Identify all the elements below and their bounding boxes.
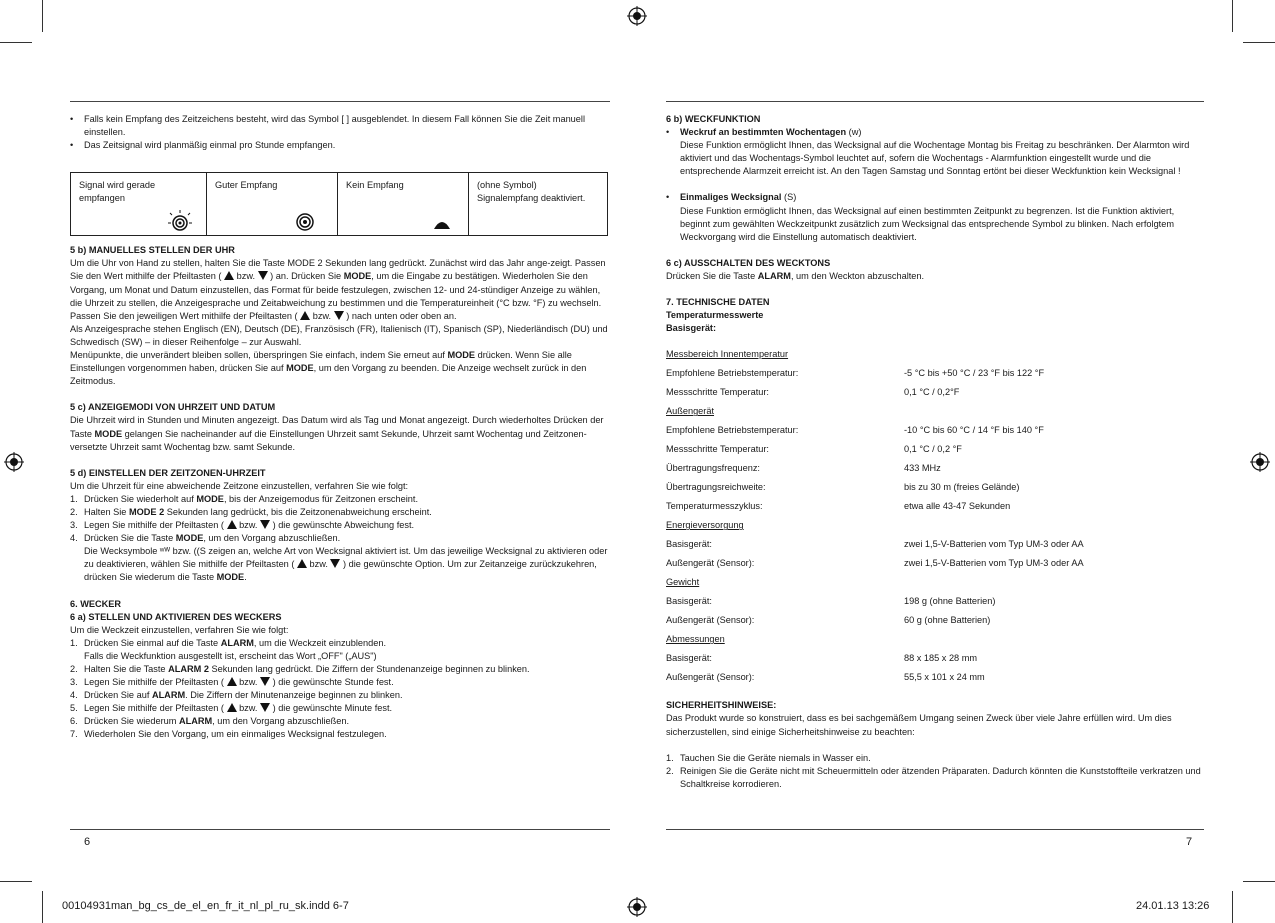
- spec-value: 55,5 x 101 x 24 mm: [904, 672, 985, 683]
- registration-mark-icon: [627, 6, 647, 26]
- down-arrow-icon: [334, 311, 344, 320]
- list-item: 6. Drücken Sie wiederum ALARM, um den Vorgang abzuschließen.: [70, 716, 350, 727]
- spec-row: [666, 421, 1204, 440]
- spec-label: Empfohlene Betriebstemperatur:: [666, 368, 799, 379]
- up-arrow-icon: [224, 271, 234, 280]
- spec-row: [666, 554, 1204, 573]
- spec-row: [666, 573, 1204, 592]
- paragraph: Das Produkt wurde so konstruiert, dass es bei sachgemäßem Umgang seinen Zweck über viele Jahre erfüllen wird. Um dies sicherzustellen, sind einige Sicherheitshinweise zu beachten:: [666, 713, 1172, 737]
- spec-value: 60 g (ohne Batterien): [904, 615, 991, 626]
- spec-row: [666, 440, 1204, 459]
- section-heading: 6 b) WECKFUNKTION: [666, 114, 761, 124]
- crop-mark: [0, 42, 32, 43]
- spec-label: Außengerät (Sensor):: [666, 672, 755, 683]
- spec-row: [666, 611, 1204, 630]
- spec-row: [666, 668, 1204, 687]
- section-heading: 7. TECHNISCHE DATEN: [666, 297, 770, 308]
- spec-value: 88 x 185 x 28 mm: [904, 653, 978, 664]
- section-heading: 6 a) STELLEN UND AKTIVIEREN DES WECKERS: [70, 611, 282, 622]
- footer-date: 24.01.13 13:26: [1136, 900, 1210, 912]
- subheading: Basisgerät:: [666, 323, 717, 334]
- list-item: 3. Legen Sie mithilfe der Pfeiltasten ( bzw. ) die gewünschte Stunde fest.: [70, 677, 394, 688]
- spec-label: Messbereich Innentemperatur: [666, 349, 789, 360]
- spec-label: Messschritte Temperatur:: [666, 387, 769, 398]
- spec-value: bis zu 30 m (freies Gelände): [904, 482, 1020, 493]
- up-arrow-icon: [227, 677, 237, 686]
- crop-mark: [0, 881, 32, 882]
- spec-value: 433 MHz: [904, 463, 941, 474]
- list-item: 1. Drücken Sie einmal auf die Taste ALARM, um die Weckzeit einzublenden. Falls die Weckfunktion ausgestellt ist, erscheint das Wort „OFF" („AUS"): [70, 637, 386, 661]
- spec-row: [666, 364, 1204, 383]
- header-rule: [70, 101, 610, 102]
- section-heading: 5 c) ANZEIGEMODI VON UHRZEIT UND DATUM: [70, 402, 276, 413]
- footer-rule: [70, 829, 610, 830]
- good-reception-icon: [295, 212, 315, 232]
- signal-cell: [207, 173, 338, 236]
- header-rule: [666, 101, 1204, 102]
- spec-label: Übertragungsfrequenz:: [666, 463, 760, 474]
- signal-cell: [469, 173, 608, 236]
- bullet-item: • Das Zeitsignal wird planmäßig einmal pro Stunde empfangen.: [70, 139, 610, 152]
- crop-mark: [1232, 891, 1233, 923]
- spec-label: Basisgerät:: [666, 596, 712, 607]
- section-heading: 5 d) EINSTELLEN DER ZEITZONEN-UHRZEIT: [70, 467, 266, 478]
- section-heading: SICHERHEITSHINWEISE:: [666, 700, 777, 711]
- spec-row: [666, 478, 1204, 497]
- no-reception-icon: [434, 219, 450, 229]
- spec-value: 198 g (ohne Batterien): [904, 596, 996, 607]
- list-item: 1. Drücken Sie wiederholt auf MODE, bis der Anzeigemodus für Zeitzonen erscheint.: [70, 493, 419, 504]
- spec-label: Außengerät (Sensor):: [666, 615, 755, 626]
- spec-value: zwei 1,5-V-Batterien vom Typ UM-3 oder AA: [904, 539, 1084, 550]
- spec-value: 0,1 °C / 0,2 °F: [904, 444, 962, 455]
- spec-row: [666, 497, 1204, 516]
- spec-row: [666, 345, 1204, 364]
- spec-label: Abmessungen: [666, 634, 725, 645]
- spec-label: Messschritte Temperatur:: [666, 444, 769, 455]
- list-item: 2. Halten Sie die Taste ALARM 2 Sekunden lang gedrückt. Die Ziffern der Stundenanzeige beginnen zu blinken.: [70, 664, 530, 674]
- spec-row: [666, 630, 1204, 649]
- paragraph: Um die Uhr von Hand zu stellen, halten Sie die Taste MODE 2 Sekunden lang gedrückt. Zunächst wird das Jahr ange-zeigt. Passen Sie den Wert mithilfe der Pfeiltasten ( bzw. ) an. Drücken Sie MODE, um die Eingabe zu bestätigen. Wiederholen Sie den Vorgang, um Monat und Datum einzustellen, das Format für beide festzulegen, zwischen 12- und 24-stündiger Anzeige zu wählen, die Uhrzeit zu stellen, die Anzeigesprache und Zeitabweichung zu bestimmen und die Temperatureinheit (°C bzw. °F) zu wechseln. Passen Sie den jeweiligen Wert mithilfe der Pfeiltasten ( bzw. ) nach unten oder oben an.: [70, 258, 606, 321]
- spec-label: Temperaturmesszyklus:: [666, 501, 763, 512]
- table-cell-text: Kein Empfang: [346, 180, 404, 191]
- paragraph: Die Uhrzeit wird in Stunden und Minuten angezeigt. Das Datum wird als Tag und Monat angezeigt. Durch wiederholtes Drücken der Taste MODE gelangen Sie nacheinander auf die Einstellungen Uhrzeit samt Sekunde, Uhrzeit samt Wochentag und Zeitzonen-versetzte Uhrzeit samt Wochentag bzw. samt Sekunde.: [70, 415, 604, 452]
- registration-mark-icon: [1250, 452, 1270, 472]
- signal-cell: [338, 173, 469, 236]
- registration-mark-icon: [627, 897, 647, 917]
- list-item: 4. Drücken Sie auf ALARM. Die Ziffern der Minutenanzeige beginnen zu blinken.: [70, 690, 403, 701]
- single-alarm-icon: ((S: [193, 546, 206, 557]
- spec-table: [666, 345, 1204, 687]
- subheading: Temperaturmesswerte: [666, 310, 764, 321]
- crop-mark: [42, 891, 43, 923]
- section-heading: 5 b) MANUELLES STELLEN DER UHR: [70, 245, 235, 256]
- down-arrow-icon: [260, 520, 270, 529]
- spec-value: zwei 1,5-V-Batterien vom Typ UM-3 oder AA: [904, 558, 1084, 569]
- spec-label: Basisgerät:: [666, 539, 712, 550]
- bullet-item: • Einmaliges Wecksignal (S) Diese Funktion ermöglicht Ihnen, das Wecksignal auf einen bestimmten Zeitpunkt zu begrenzen. Ist die Funktion aktiviert, beginnt zum gewählten Weckzeitpunkt zusätzlich zum Wecksignal das entsprechende Symbol zu blinken. Nach erfolgtem Weckvorgang wird die Einstellung automatisch deaktiviert.: [666, 191, 1204, 243]
- spec-label: Basisgerät:: [666, 653, 712, 664]
- paragraph: Als Anzeigesprache stehen Englisch (EN), Deutsch (DE), Französisch (FR), Italienisch (IT), Spanisch (SP), Niederländisch (DU) und Schwedisch (SW) – in dieser Reihenfolge – zur Auswahl.: [70, 323, 608, 347]
- bullet-item: • Weckruf an bestimmten Wochentagen (ᴡ) Diese Funktion ermöglicht Ihnen, das Wecksignal auf die Wochentage Montag bis Freitag zu beschränken. Der Alarmton wird aktiviert und das Wochentags-Symbol leuchtet auf, sofern die Wochentags - Alarmfunktion eingestellt wurde und die entsprechende Alarmzeit erreicht ist. An den Tagen Samstag und Sonntag ertönt bei dieser Weckfunktion kein Wecksignal !: [666, 126, 1204, 178]
- spec-label: Energieversorgung: [666, 520, 744, 531]
- page-number: 6: [84, 836, 91, 848]
- up-arrow-icon: [227, 520, 237, 529]
- section-heading: 6 c) AUSSCHALTEN DES WECKTONS: [666, 257, 831, 268]
- spec-row: [666, 459, 1204, 478]
- spec-value: 0,1 °C / 0,2°F: [904, 387, 960, 398]
- signal-table: [70, 172, 608, 236]
- down-arrow-icon: [258, 271, 268, 280]
- signal-cell: [71, 173, 207, 236]
- table-cell-text: Signal wird gerade empfangen: [79, 180, 156, 204]
- footer-rule: [666, 829, 1204, 830]
- spec-value: etwa alle 43-47 Sekunden: [904, 501, 1011, 512]
- footer-filename: 00104931man_bg_cs_de_el_en_fr_it_nl_pl_ru_sk.indd 6-7: [62, 900, 349, 912]
- spec-label: Gewicht: [666, 577, 700, 588]
- spec-row: [666, 516, 1204, 535]
- spec-value: -10 °C bis 60 °C / 14 °F bis 140 °F: [904, 425, 1044, 436]
- list-item: 3. Legen Sie mithilfe der Pfeiltasten ( bzw. ) die gewünschte Abweichung fest.: [70, 520, 415, 531]
- spec-label: Übertragungsreichweite:: [666, 482, 766, 493]
- up-arrow-icon: [227, 703, 237, 712]
- crop-mark: [42, 0, 43, 32]
- list-item: 2. Reinigen Sie die Geräte nicht mit Scheuermitteln oder ätzenden Präparaten. Dadurch könnten die Kunststoffteile verkratzen und Schaltkreise korrodieren.: [666, 765, 1201, 789]
- paragraph: Drücken Sie die Taste ALARM, um den Weckton abzuschalten.: [666, 270, 925, 281]
- list-item: 1. Tauchen Sie die Geräte niemals in Wasser ein.: [666, 752, 871, 763]
- crop-mark: [1243, 42, 1275, 43]
- left-page: [70, 113, 610, 742]
- list-item: 7. Wiederholen Sie den Vorgang, um ein einmaliges Wecksignal festzulegen.: [70, 729, 387, 740]
- spec-value: -5 °C bis +50 °C / 23 °F bis 122 °F: [904, 368, 1045, 379]
- section-heading: 6. WECKER: [70, 598, 122, 609]
- crop-mark: [1232, 0, 1233, 32]
- up-arrow-icon: [300, 311, 310, 320]
- list-item: 4. Drücken Sie die Taste MODE, um den Vorgang abzuschließen. Die Wecksymbole ʷᵂ bzw. ((S zeigen an, welche Art von Wecksignal aktiviert ist. Um das jeweilige Wecksignal zu aktivieren oder zu deaktivieren, wählen Sie mithilfe der Pfeiltasten ( bzw. ) die gewünschte Option. Um zur Zeitanzeige zurückzukehren, drücken Sie wiederum die Taste MODE.: [70, 533, 608, 583]
- paragraph: Um die Weckzeit einzustellen, verfahren Sie wie folgt:: [70, 624, 289, 635]
- page-number: 7: [1186, 836, 1193, 848]
- spec-row: [666, 402, 1204, 421]
- spec-row: [666, 649, 1204, 668]
- paragraph: Um die Uhrzeit für eine abweichende Zeitzone einzustellen, verfahren Sie wie folgt:: [70, 480, 409, 491]
- up-arrow-icon: [297, 559, 307, 568]
- weekday-alarm-icon: ʷᵂ: [159, 546, 171, 557]
- crop-mark: [1243, 881, 1275, 882]
- table-cell-text: (ohne Symbol) Signalempfang deaktiviert.: [477, 180, 586, 204]
- bullet-item: • Falls kein Empfang des Zeitzeichens besteht, wird das Symbol [ ] ausgeblendet. In diesem Fall können Sie die Zeit manuell einstellen.: [70, 113, 610, 139]
- spec-label: Außengerät: [666, 406, 715, 417]
- down-arrow-icon: [330, 559, 340, 568]
- spec-row: [666, 383, 1204, 402]
- list-item: 5. Legen Sie mithilfe der Pfeiltasten ( bzw. ) die gewünschte Minute fest.: [70, 703, 393, 714]
- right-page: [666, 113, 1204, 791]
- down-arrow-icon: [260, 703, 270, 712]
- spec-row: [666, 535, 1204, 554]
- list-item: 2. Halten Sie MODE 2 Sekunden lang gedrückt, bis die Zeitzonenabweichung erscheint.: [70, 506, 432, 517]
- spec-row: [666, 592, 1204, 611]
- down-arrow-icon: [260, 677, 270, 686]
- table-cell-text: Guter Empfang: [215, 180, 278, 191]
- registration-mark-icon: [4, 452, 24, 472]
- signal-receiving-icon: [168, 210, 192, 232]
- paragraph: Menüpunkte, die unverändert bleiben sollen, überspringen Sie einfach, indem Sie erneut auf MODE drücken. Wenn Sie alle Einstellungen vorgenommen haben, drücken Sie auf MODE, um den Vorgang zu beenden. Die Anzeige wechselt zurück in den Zeitmodus.: [70, 350, 587, 387]
- spec-label: Empfohlene Betriebstemperatur:: [666, 425, 799, 436]
- spec-label: Außengerät (Sensor):: [666, 558, 755, 569]
